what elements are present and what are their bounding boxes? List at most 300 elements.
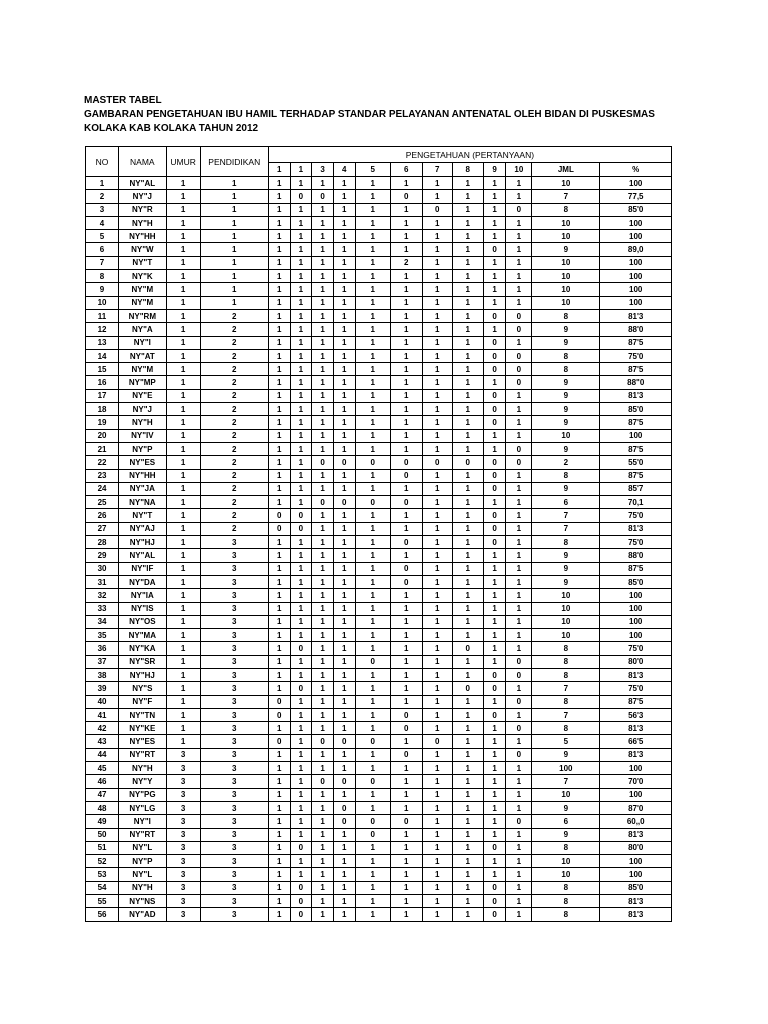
cell-q6: 1: [390, 243, 422, 256]
cell-q8: 1: [452, 349, 483, 362]
cell-q10: 1: [506, 868, 532, 881]
cell-umur: 1: [166, 722, 200, 735]
cell-q7: 1: [422, 389, 452, 402]
table-row: [86, 908, 672, 921]
cell-q9: 1: [483, 256, 506, 269]
cell-q1: 1: [268, 815, 290, 828]
cell-q10: 1: [506, 708, 532, 721]
cell-q9: 0: [483, 536, 506, 549]
cell-q7: 1: [422, 283, 452, 296]
cell-pendidikan: 3: [200, 868, 268, 881]
cell-percent: 75'0: [600, 509, 672, 522]
cell-q9: 1: [483, 283, 506, 296]
cell-jml: 10: [532, 256, 600, 269]
cell-q7: 1: [422, 309, 452, 322]
cell-pendidikan: 3: [200, 602, 268, 615]
cell-q3: 1: [312, 442, 334, 455]
cell-jml: 9: [532, 801, 600, 814]
table-row: [86, 575, 672, 588]
cell-percent: 75'0: [600, 536, 672, 549]
cell-no: 46: [86, 775, 119, 788]
cell-jml: 10: [532, 788, 600, 801]
cell-percent: 100: [600, 177, 672, 190]
cell-nama: NY"T: [119, 256, 167, 269]
cell-q1: 1: [268, 841, 290, 854]
table-row: [86, 363, 672, 376]
cell-q5: 1: [355, 296, 390, 309]
cell-q2: 1: [290, 855, 312, 868]
cell-nama: NY"KA: [119, 642, 167, 655]
cell-q4: 1: [333, 270, 355, 283]
cell-no: 38: [86, 668, 119, 681]
cell-q8: 1: [452, 575, 483, 588]
cell-q3: 1: [312, 482, 334, 495]
cell-q3: 1: [312, 562, 334, 575]
cell-jml: 7: [532, 708, 600, 721]
cell-q1: 1: [268, 203, 290, 216]
cell-q6: 1: [390, 762, 422, 775]
cell-q8: 1: [452, 668, 483, 681]
cell-q3: 1: [312, 602, 334, 615]
cell-pendidikan: 1: [200, 190, 268, 203]
cell-umur: 3: [166, 748, 200, 761]
cell-percent: 85'0: [600, 203, 672, 216]
table-row: [86, 203, 672, 216]
cell-q8: 1: [452, 230, 483, 243]
cell-q5: 1: [355, 615, 390, 628]
cell-jml: 8: [532, 895, 600, 908]
cell-q5: 1: [355, 695, 390, 708]
cell-q4: 1: [333, 549, 355, 562]
cell-percent: 88'0: [600, 549, 672, 562]
cell-q7: 1: [422, 416, 452, 429]
cell-q4: 1: [333, 509, 355, 522]
cell-q9: 1: [483, 177, 506, 190]
cell-q4: 1: [333, 668, 355, 681]
table-row: [86, 216, 672, 229]
cell-no: 8: [86, 270, 119, 283]
cell-jml: 10: [532, 615, 600, 628]
cell-no: 12: [86, 323, 119, 336]
cell-q7: 1: [422, 895, 452, 908]
table-row: [86, 469, 672, 482]
cell-no: 47: [86, 788, 119, 801]
cell-q4: 1: [333, 828, 355, 841]
cell-jml: 10: [532, 270, 600, 283]
cell-q9: 1: [483, 575, 506, 588]
cell-nama: NY"AL: [119, 549, 167, 562]
cell-q3: 1: [312, 323, 334, 336]
cell-jml: 9: [532, 323, 600, 336]
cell-q6: 1: [390, 602, 422, 615]
cell-q10: 1: [506, 403, 532, 416]
cell-q6: 1: [390, 841, 422, 854]
cell-nama: NY"LG: [119, 801, 167, 814]
cell-q4: 1: [333, 855, 355, 868]
cell-q1: 1: [268, 762, 290, 775]
cell-no: 53: [86, 868, 119, 881]
cell-q2: 1: [290, 655, 312, 668]
cell-q5: 1: [355, 403, 390, 416]
cell-q8: 0: [452, 642, 483, 655]
cell-q8: 1: [452, 389, 483, 402]
cell-q7: 1: [422, 682, 452, 695]
cell-percent: 100: [600, 283, 672, 296]
cell-q4: 1: [333, 722, 355, 735]
cell-q3: 1: [312, 309, 334, 322]
cell-q4: 1: [333, 762, 355, 775]
cell-percent: 85'7: [600, 482, 672, 495]
cell-percent: 100: [600, 230, 672, 243]
cell-q5: 1: [355, 748, 390, 761]
cell-q7: 1: [422, 190, 452, 203]
cell-q8: 1: [452, 309, 483, 322]
cell-nama: NY"H: [119, 762, 167, 775]
cell-q10: 1: [506, 575, 532, 588]
cell-percent: 89,0: [600, 243, 672, 256]
cell-umur: 1: [166, 243, 200, 256]
cell-q1: 1: [268, 177, 290, 190]
table-row: [86, 442, 672, 455]
cell-q9: 0: [483, 389, 506, 402]
cell-umur: 1: [166, 442, 200, 455]
cell-q9: 1: [483, 629, 506, 642]
cell-umur: 1: [166, 456, 200, 469]
cell-q9: 0: [483, 708, 506, 721]
cell-q5: 1: [355, 629, 390, 642]
cell-q7: 1: [422, 177, 452, 190]
cell-q1: 1: [268, 629, 290, 642]
cell-nama: NY"HH: [119, 469, 167, 482]
cell-q7: 1: [422, 403, 452, 416]
cell-q2: 0: [290, 881, 312, 894]
cell-pendidikan: 3: [200, 562, 268, 575]
table-row: [86, 482, 672, 495]
cell-umur: 1: [166, 655, 200, 668]
cell-q2: 1: [290, 788, 312, 801]
cell-pendidikan: 1: [200, 216, 268, 229]
cell-q10: 0: [506, 655, 532, 668]
cell-umur: 1: [166, 336, 200, 349]
cell-umur: 1: [166, 735, 200, 748]
cell-q10: 1: [506, 296, 532, 309]
cell-nama: NY"ES: [119, 456, 167, 469]
cell-q4: 0: [333, 456, 355, 469]
cell-q5: 1: [355, 177, 390, 190]
cell-nama: NY"R: [119, 203, 167, 216]
cell-nama: NY"DA: [119, 575, 167, 588]
cell-q5: 1: [355, 216, 390, 229]
cell-jml: 9: [532, 482, 600, 495]
cell-q2: 1: [290, 549, 312, 562]
cell-nama: NY"P: [119, 442, 167, 455]
cell-q4: 1: [333, 695, 355, 708]
cell-q5: 1: [355, 868, 390, 881]
cell-q8: 1: [452, 469, 483, 482]
cell-q2: 0: [290, 522, 312, 535]
cell-jml: 9: [532, 748, 600, 761]
cell-q2: 1: [290, 270, 312, 283]
cell-q8: 1: [452, 416, 483, 429]
cell-percent: 100: [600, 429, 672, 442]
cell-q3: 1: [312, 363, 334, 376]
cell-q5: 1: [355, 602, 390, 615]
cell-no: 1: [86, 177, 119, 190]
cell-q10: 0: [506, 442, 532, 455]
cell-q7: 1: [422, 589, 452, 602]
cell-jml: 10: [532, 216, 600, 229]
cell-q5: 1: [355, 668, 390, 681]
cell-umur: 1: [166, 429, 200, 442]
cell-nama: NY"P: [119, 855, 167, 868]
cell-q6: 1: [390, 788, 422, 801]
cell-percent: 80'0: [600, 841, 672, 854]
cell-q9: 0: [483, 668, 506, 681]
cell-q10: 1: [506, 256, 532, 269]
cell-q8: 1: [452, 828, 483, 841]
cell-q8: 1: [452, 536, 483, 549]
table-body: [86, 177, 672, 922]
cell-q9: 1: [483, 203, 506, 216]
cell-nama: NY"HJ: [119, 668, 167, 681]
cell-q9: 0: [483, 522, 506, 535]
cell-q3: 1: [312, 801, 334, 814]
cell-q1: 0: [268, 509, 290, 522]
cell-q4: 1: [333, 416, 355, 429]
cell-q4: 1: [333, 363, 355, 376]
cell-q10: 1: [506, 855, 532, 868]
table-row: [86, 708, 672, 721]
cell-percent: 87'5: [600, 469, 672, 482]
table-row: [86, 855, 672, 868]
cell-q9: 1: [483, 270, 506, 283]
cell-pendidikan: 1: [200, 230, 268, 243]
cell-q5: 1: [355, 642, 390, 655]
cell-q1: 1: [268, 536, 290, 549]
cell-jml: 10: [532, 230, 600, 243]
cell-percent: 87'5: [600, 562, 672, 575]
cell-q6: 1: [390, 363, 422, 376]
cell-umur: 1: [166, 203, 200, 216]
cell-pendidikan: 2: [200, 363, 268, 376]
cell-q2: 1: [290, 442, 312, 455]
cell-q1: 1: [268, 549, 290, 562]
cell-q7: 1: [422, 602, 452, 615]
cell-umur: 1: [166, 708, 200, 721]
cell-q10: 1: [506, 615, 532, 628]
cell-q10: 1: [506, 482, 532, 495]
cell-jml: 8: [532, 203, 600, 216]
cell-q5: 1: [355, 841, 390, 854]
cell-q2: 1: [290, 762, 312, 775]
cell-q5: 1: [355, 589, 390, 602]
cell-q3: 0: [312, 456, 334, 469]
cell-umur: 3: [166, 828, 200, 841]
cell-q2: 1: [290, 722, 312, 735]
cell-q4: 1: [333, 336, 355, 349]
cell-q4: 0: [333, 775, 355, 788]
cell-q2: 1: [290, 429, 312, 442]
cell-pendidikan: 2: [200, 309, 268, 322]
cell-q1: 1: [268, 855, 290, 868]
cell-percent: 66'5: [600, 735, 672, 748]
cell-jml: 6: [532, 496, 600, 509]
cell-q6: 1: [390, 668, 422, 681]
cell-q6: 1: [390, 296, 422, 309]
cell-q2: 1: [290, 309, 312, 322]
cell-nama: NY"J: [119, 403, 167, 416]
cell-q3: 1: [312, 762, 334, 775]
cell-q9: 0: [483, 841, 506, 854]
cell-q10: 1: [506, 642, 532, 655]
cell-q3: 1: [312, 788, 334, 801]
cell-percent: 100: [600, 602, 672, 615]
cell-q8: 1: [452, 775, 483, 788]
cell-q2: 1: [290, 668, 312, 681]
table-row: [86, 389, 672, 402]
cell-q10: 1: [506, 841, 532, 854]
cell-q7: 1: [422, 695, 452, 708]
cell-q4: 1: [333, 403, 355, 416]
cell-q3: 1: [312, 828, 334, 841]
cell-q5: 1: [355, 363, 390, 376]
cell-pendidikan: 3: [200, 908, 268, 921]
cell-q7: 0: [422, 735, 452, 748]
cell-jml: 9: [532, 389, 600, 402]
table-row: [86, 177, 672, 190]
cell-pendidikan: 3: [200, 536, 268, 549]
cell-q6: 2: [390, 256, 422, 269]
cell-q4: 1: [333, 230, 355, 243]
header-no: NO: [86, 147, 119, 177]
cell-q4: 1: [333, 682, 355, 695]
cell-q9: 0: [483, 482, 506, 495]
cell-q1: 1: [268, 482, 290, 495]
cell-jml: 10: [532, 283, 600, 296]
cell-q4: 1: [333, 602, 355, 615]
cell-q3: 0: [312, 735, 334, 748]
cell-q8: 1: [452, 403, 483, 416]
cell-pendidikan: 3: [200, 629, 268, 642]
cell-q6: 1: [390, 775, 422, 788]
cell-q3: 1: [312, 575, 334, 588]
cell-q7: 1: [422, 549, 452, 562]
cell-no: 40: [86, 695, 119, 708]
cell-q8: 1: [452, 629, 483, 642]
cell-q1: 1: [268, 243, 290, 256]
cell-q9: 1: [483, 762, 506, 775]
cell-q6: 1: [390, 429, 422, 442]
cell-umur: 1: [166, 509, 200, 522]
cell-q10: 1: [506, 682, 532, 695]
cell-q2: 1: [290, 602, 312, 615]
cell-jml: 10: [532, 868, 600, 881]
cell-umur: 1: [166, 270, 200, 283]
cell-q6: 1: [390, 416, 422, 429]
cell-q5: 1: [355, 562, 390, 575]
cell-q10: 1: [506, 190, 532, 203]
cell-q6: 1: [390, 682, 422, 695]
cell-q8: 1: [452, 442, 483, 455]
cell-jml: 9: [532, 403, 600, 416]
cell-q7: 1: [422, 442, 452, 455]
table-row: [86, 655, 672, 668]
cell-q4: 1: [333, 309, 355, 322]
table-row: [86, 615, 672, 628]
cell-q1: 0: [268, 735, 290, 748]
cell-q3: 1: [312, 695, 334, 708]
cell-q10: 1: [506, 469, 532, 482]
cell-q3: 1: [312, 469, 334, 482]
cell-q5: 1: [355, 243, 390, 256]
cell-q4: 1: [333, 216, 355, 229]
table-row: [86, 416, 672, 429]
cell-q9: 0: [483, 895, 506, 908]
cell-umur: 1: [166, 589, 200, 602]
cell-jml: 7: [532, 509, 600, 522]
cell-no: 7: [86, 256, 119, 269]
cell-q6: 0: [390, 575, 422, 588]
cell-q1: 1: [268, 788, 290, 801]
cell-q1: 1: [268, 562, 290, 575]
cell-q4: 0: [333, 815, 355, 828]
cell-pendidikan: 3: [200, 615, 268, 628]
cell-q4: 1: [333, 536, 355, 549]
cell-q10: 1: [506, 536, 532, 549]
cell-q2: 1: [290, 695, 312, 708]
cell-q3: 1: [312, 230, 334, 243]
cell-q6: 1: [390, 203, 422, 216]
cell-q6: 0: [390, 722, 422, 735]
cell-q3: 1: [312, 216, 334, 229]
cell-q1: 1: [268, 336, 290, 349]
header-question-5: 5: [355, 163, 390, 177]
cell-q3: 1: [312, 177, 334, 190]
cell-pendidikan: 3: [200, 668, 268, 681]
cell-q3: 1: [312, 682, 334, 695]
cell-q6: 1: [390, 801, 422, 814]
cell-q5: 1: [355, 283, 390, 296]
heading-location-year: KOLAKA KAB KOLAKA TAHUN 2012: [84, 123, 259, 134]
cell-umur: 1: [166, 363, 200, 376]
cell-q3: 0: [312, 190, 334, 203]
cell-umur: 3: [166, 841, 200, 854]
cell-q3: 1: [312, 589, 334, 602]
cell-q10: 1: [506, 828, 532, 841]
cell-q8: 1: [452, 363, 483, 376]
cell-jml: 8: [532, 309, 600, 322]
cell-no: 22: [86, 456, 119, 469]
cell-q9: 1: [483, 216, 506, 229]
cell-q8: 1: [452, 708, 483, 721]
cell-q6: 1: [390, 323, 422, 336]
cell-nama: NY"K: [119, 270, 167, 283]
cell-q8: 1: [452, 243, 483, 256]
cell-q6: 1: [390, 509, 422, 522]
table-row: [86, 801, 672, 814]
cell-q7: 1: [422, 469, 452, 482]
cell-q1: 1: [268, 469, 290, 482]
cell-q8: 1: [452, 908, 483, 921]
cell-q1: 1: [268, 296, 290, 309]
cell-pendidikan: 3: [200, 815, 268, 828]
cell-percent: 77,5: [600, 190, 672, 203]
cell-q3: 1: [312, 629, 334, 642]
cell-pendidikan: 2: [200, 522, 268, 535]
cell-jml: 9: [532, 243, 600, 256]
cell-percent: 81'3: [600, 908, 672, 921]
cell-pendidikan: 3: [200, 788, 268, 801]
